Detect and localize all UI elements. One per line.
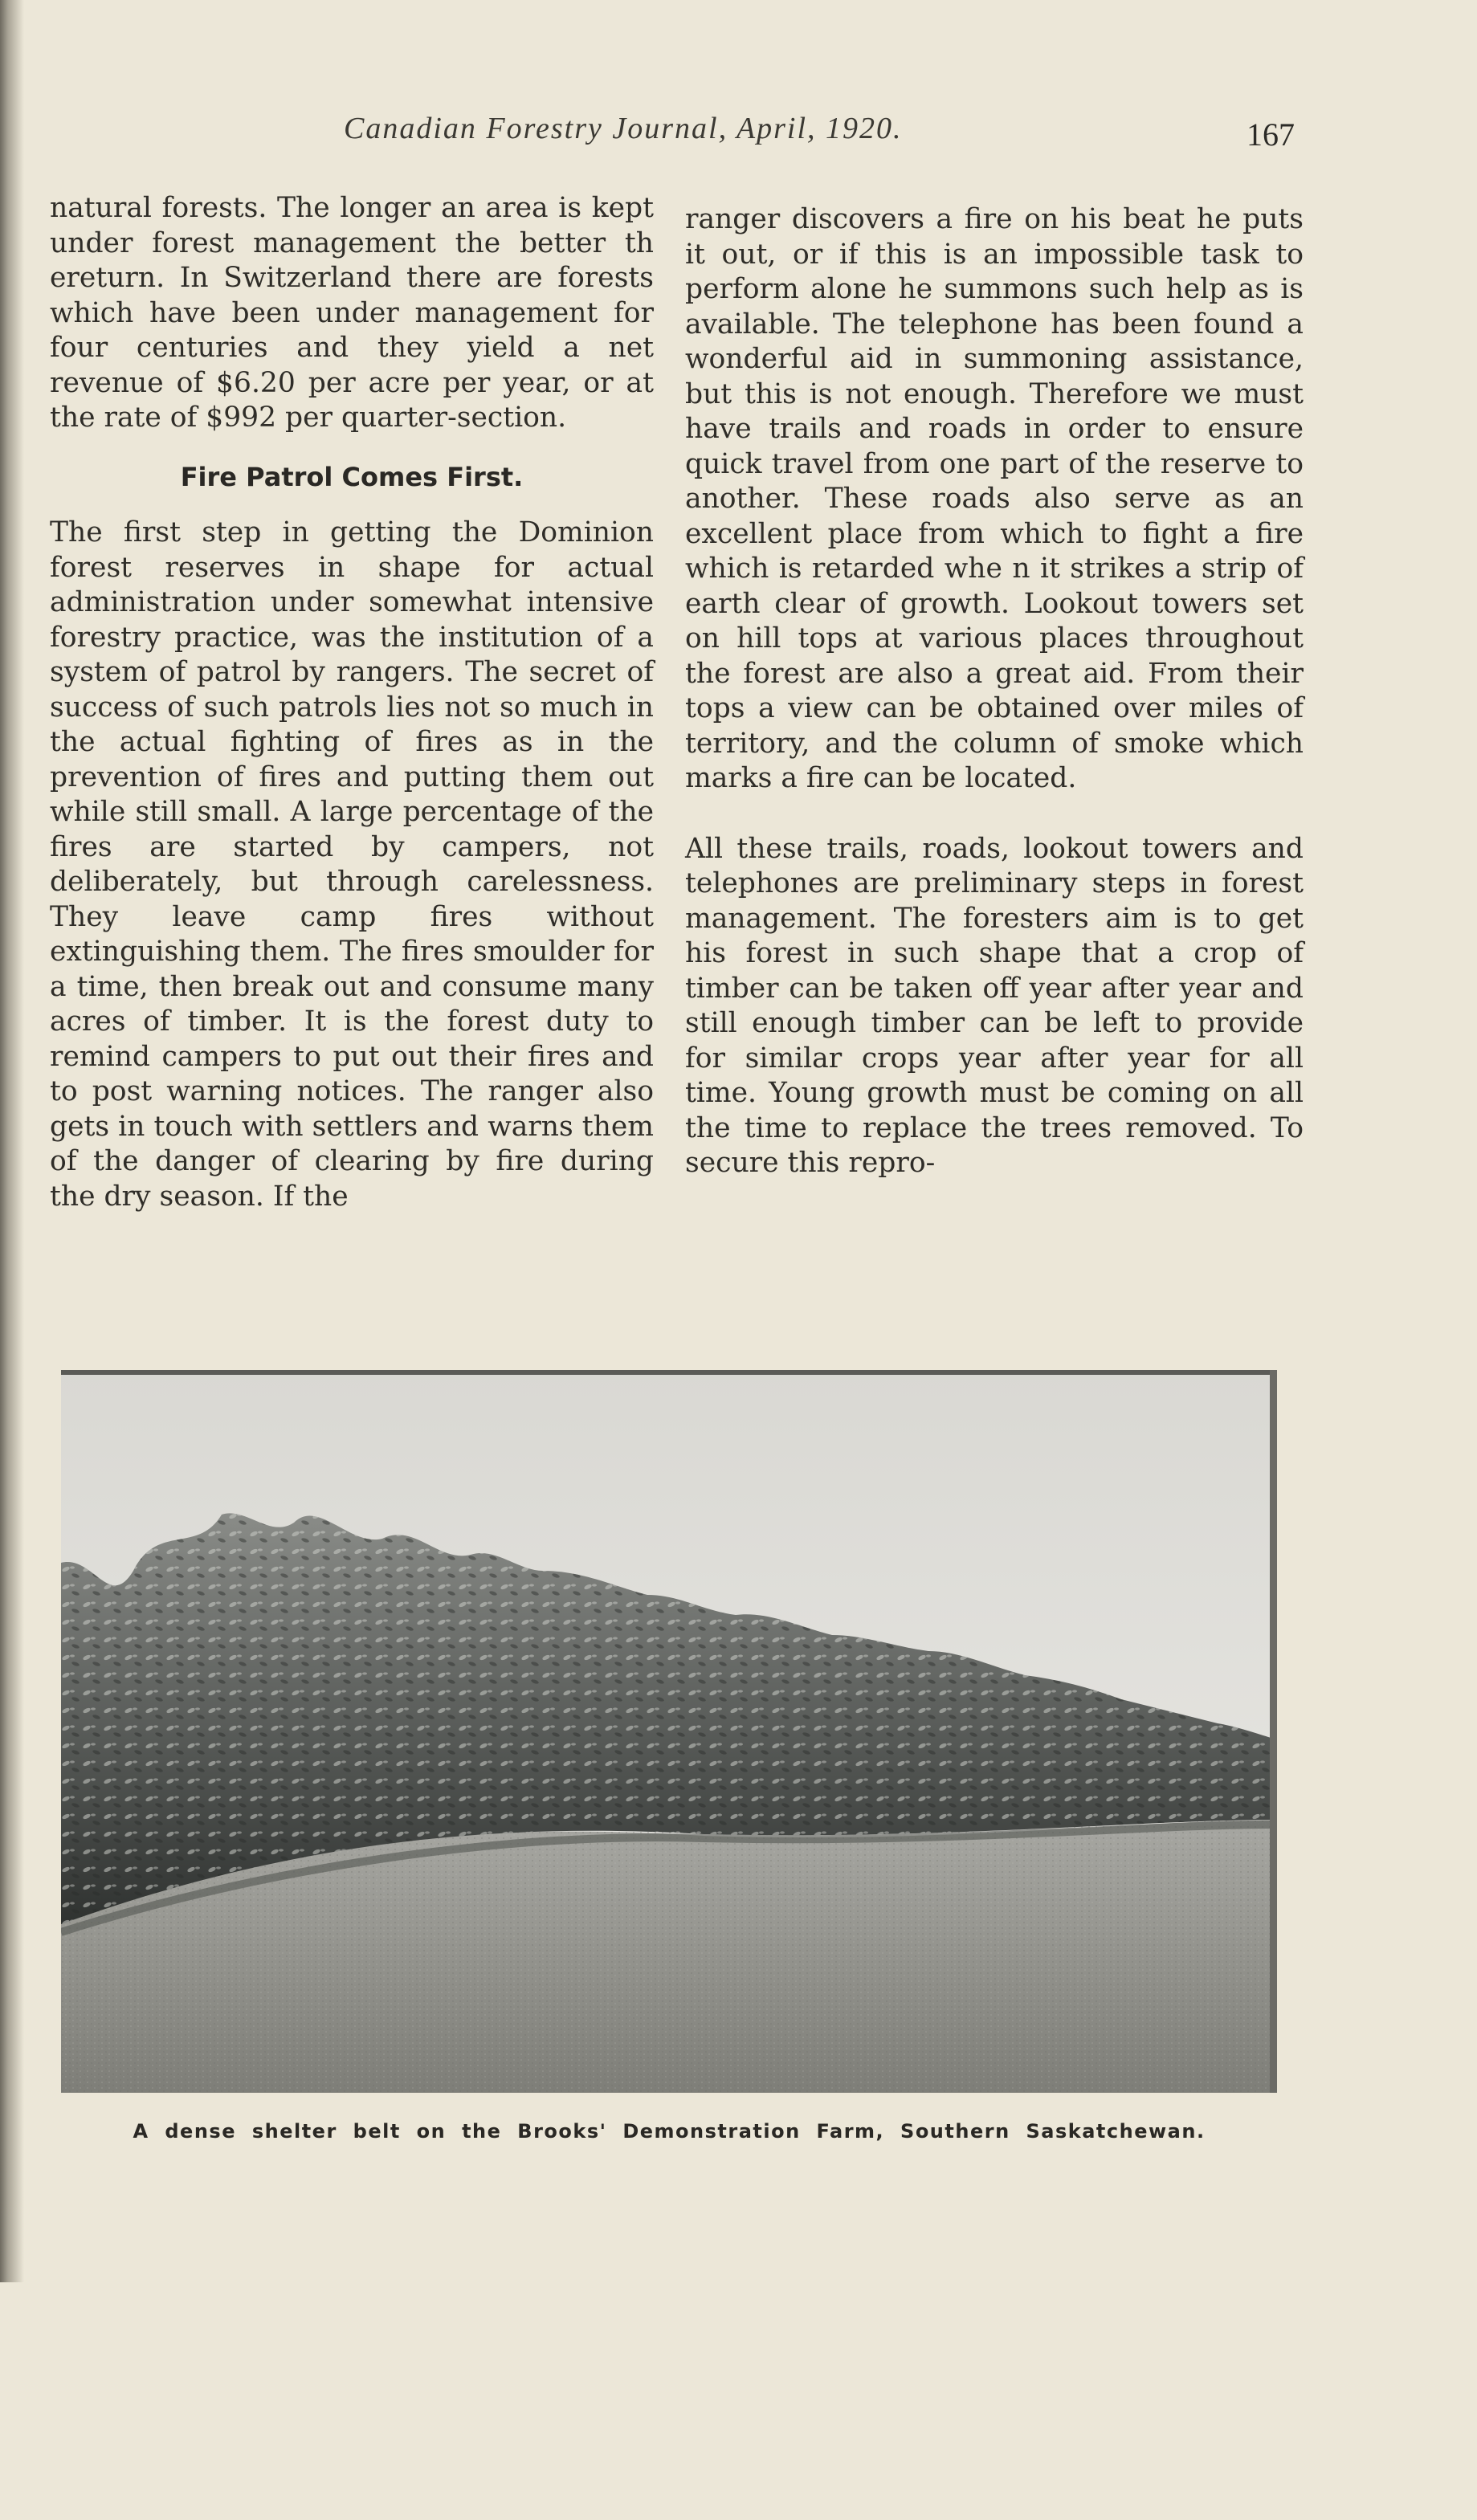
photo-illustration xyxy=(61,1370,1277,2093)
right-paragraph-2: All these trails, roads, lookout towers and telephones are preliminary steps in forest management. The foresters aim is to get his forest in such shape that a crop of timber can be taken off year after year and still enough timber can be left to provide for similar crops year after year for all time. Young growth must be coming on all the time to replace the trees removed. To secure this repro- xyxy=(685,832,1304,1179)
left-column xyxy=(50,191,654,1214)
right-column xyxy=(685,202,1304,1181)
shelter-belt-photograph xyxy=(61,1370,1277,2520)
right-paragraph-1: ranger discovers a fire on his beat he puts it out, or if this is an impossible task to perform alone he summons such help as is available. The telephone has been found a wonderful aid in summoning assistance, but this is not enough. Therefore we must have trails and roads in order to ensure quick travel from one part of the reserve to another. These roads also serve as an excellent place from which to fight a fire which is retarded whe n it strikes a strip of earth clear of growth. Lookout towers set on hill tops at various places throughout the forest are also a great aid. From their tops a view can be obtained over miles of territory, and the column of smoke which marks a fire can be located. xyxy=(685,203,1304,794)
journal-title: Canadian Forestry Journal, April, 1920. xyxy=(344,112,903,145)
section-heading: Fire Patrol Comes First. xyxy=(180,461,524,492)
page-edge-shadow xyxy=(0,0,24,2282)
left-paragraph-1: natural forests. The longer an area is kept under forest management the better th ereturn. In Switzerland there are forests which have been under management for four centuries and they yield a net revenue of $6.20 per acre per year, or at the rate of $992 per quarter-section. xyxy=(50,192,654,434)
left-paragraph-2: The first step in getting the Dominion forest reserves in shape for actual administration under somewhat intensive forestry practice, was the institution of a system of patrol by rangers. The secret of success of such patrols lies not so much in the actual fighting of fires as in the prevention of fires and putting them out while still small. A large percentage of the fires are started by campers, not deliberately, but through carelessness. They leave camp fires without extinguishing them. The fires smoulder for a time, then break out and consume many acres of timber. It is the forest duty to remind campers to put out their fires and to post warning notices. The ranger also gets in touch with settlers and warns them of the danger of clearing by fire during the dry season. If the xyxy=(50,516,654,1213)
running-header xyxy=(0,111,1477,159)
photo-caption: A dense shelter belt on the Brooks' Demonstration Farm, Southern Saskatchewan. xyxy=(133,2120,1206,2143)
page-number: 167 xyxy=(1246,116,1295,153)
